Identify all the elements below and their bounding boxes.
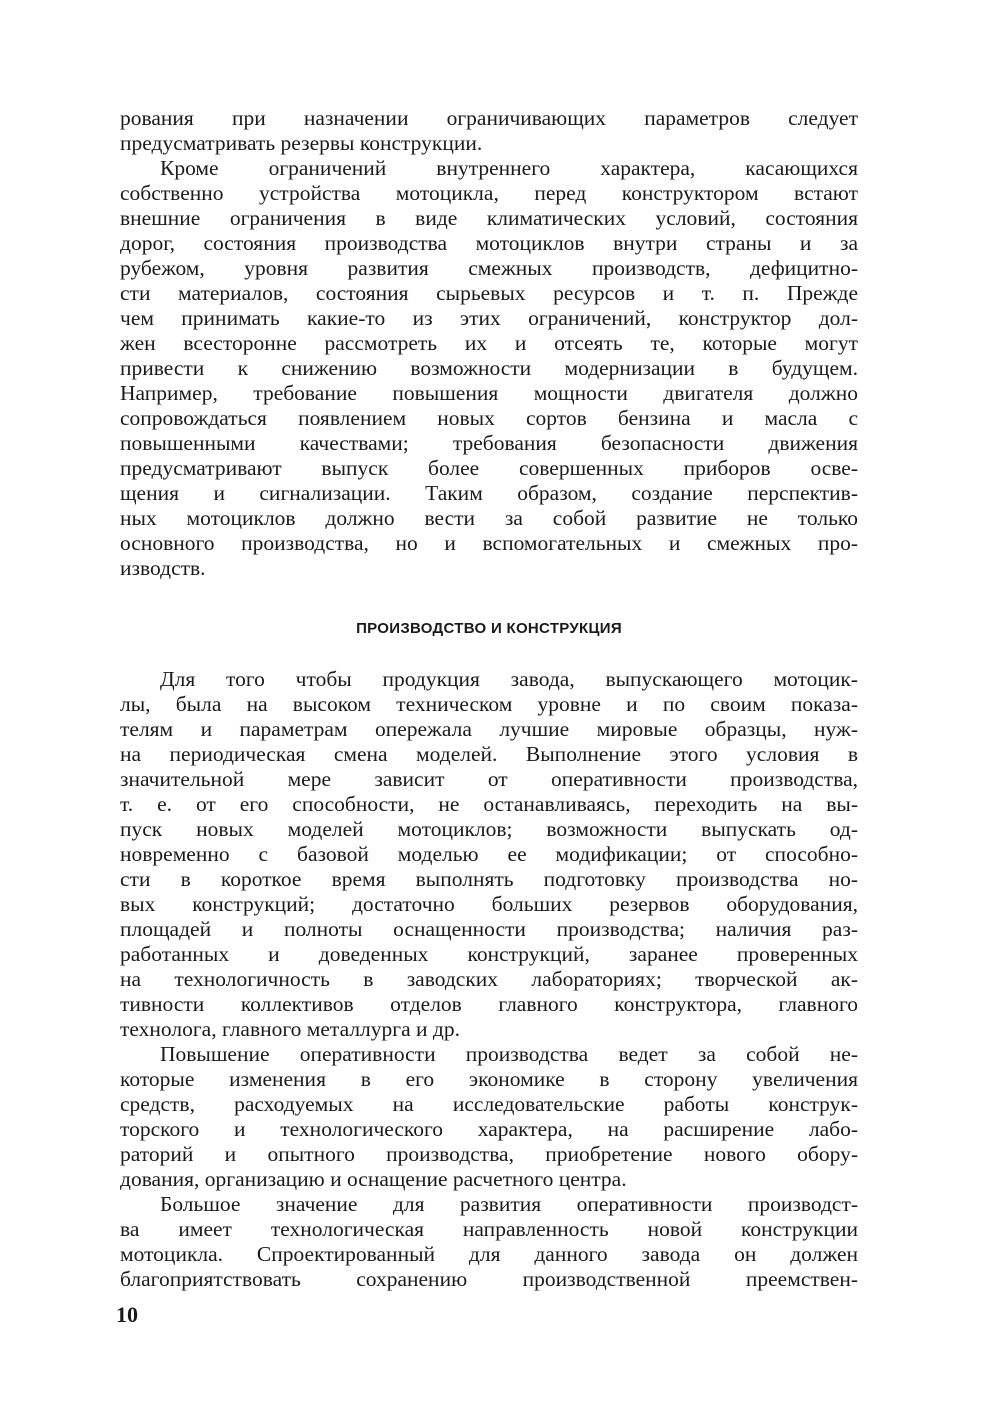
text-line: площадей и полноты оснащенности производства; наличия раз- [120,917,858,941]
paragraph-operativeness [120,1042,858,1192]
text-line: технолога, главного металлурга и др. [120,1017,460,1041]
paragraph-production [120,667,858,1042]
text-line: т. е. от его способности, не останавливаясь, переходить на вы- [120,792,858,816]
paragraph-continuation [120,106,858,156]
text-line: сти в короткое время выполнять подготовку производства но- [120,867,858,891]
text-line: внешние ограничения в виде климатических условий, состояния [120,206,858,230]
text-line: пуск новых моделей мотоциклов; возможности выпускать од- [120,817,858,841]
text-line: щения и сигнализации. Таким образом, создание перспектив- [120,481,858,505]
text-line: которые изменения в его экономике в сторону увеличения [120,1067,858,1091]
text-line: привести к снижению возможности модернизации в будущем. [120,356,858,380]
text-block-top [120,106,858,581]
text-line: Кроме ограничений внутреннего характера, касающихся [160,156,858,180]
text-line: новременно с базовой моделью ее модификации; от способно- [120,842,858,866]
text-line: Например, требование повышения мощности двигателя должно [120,381,858,405]
paragraph-technology [120,1192,858,1292]
text-line: торского и технологического характера, на расширение лабо- [120,1117,858,1141]
text-line: работанных и доведенных конструкций, заранее проверенных [120,942,858,966]
text-line: жен всесторонне рассмотреть их и отсеять те, которые могут [120,331,858,355]
text-line: лы, была на высоком техническом уровне и по своим показа- [120,692,858,716]
text-line: на технологичность в заводских лабораториях; творческой ак- [120,967,858,991]
text-line: сопровождаться появлением новых сортов бензина и масла с [120,406,858,430]
text-line: сти материалов, состояния сырьевых ресурсов и т. п. Прежде [120,281,858,305]
text-line: предусматривать резервы конструкции. [120,131,483,155]
text-line: Повышение оперативности производства ведет за собой не- [160,1042,858,1066]
text-line: телям и параметрам опережала лучшие мировые образцы, нуж- [120,717,858,741]
text-line: благоприятствовать сохранению производственной преемствен- [120,1267,858,1291]
text-line: вых конструкций; достаточно больших резервов оборудования, [120,892,858,916]
text-line: изводств. [120,556,206,580]
page-number: 10 [116,1302,138,1327]
text-line: собственно устройства мотоцикла, перед конструктором встают [120,181,858,205]
text-line: тивности коллективов отделов главного конструктора, главного [120,992,858,1016]
text-line: дорог, состояния производства мотоциклов внутри страны и за [120,231,858,255]
text-line: рования при назначении ограничивающих параметров следует [120,106,858,130]
text-line: Большое значение для развития оперативности производст- [160,1192,858,1216]
text-line: значительной мере зависит от оперативности производства, [120,767,858,791]
paragraph-constraints [120,156,858,581]
text-line: мотоцикла. Спроектированный для данного завода он должен [120,1242,858,1266]
text-line: дования, организацию и оснащение расчетного центра. [120,1167,627,1191]
text-line: рубежом, уровня развития смежных производств, дефицитно- [120,256,858,280]
text-line: предусматривают выпуск более совершенных приборов осве- [120,456,858,480]
text-line: ва имеет технологическая направленность новой конструкции [120,1217,858,1241]
text-line: повышенными качествами; требования безопасности движения [120,431,858,455]
text-line: на периодическая смена моделей. Выполнение этого условия в [120,742,858,766]
text-line: основного производства, но и вспомогательных и смежных про- [120,531,858,555]
section-heading: ПРОИЗВОДСТВО И КОНСТРУКЦИЯ [356,620,622,637]
text-line: раторий и опытного производства, приобретение нового обору- [120,1142,858,1166]
text-line: Для того чтобы продукция завода, выпускающего мотоцик- [160,667,858,691]
text-line: чем принимать какие-то из этих ограничений, конструктор дол- [120,306,858,330]
text-block-bottom [120,667,858,1292]
text-line: ных мотоциклов должно вести за собой развитие не только [120,506,858,530]
text-line: средств, расходуемых на исследовательские работы конструк- [120,1092,858,1116]
